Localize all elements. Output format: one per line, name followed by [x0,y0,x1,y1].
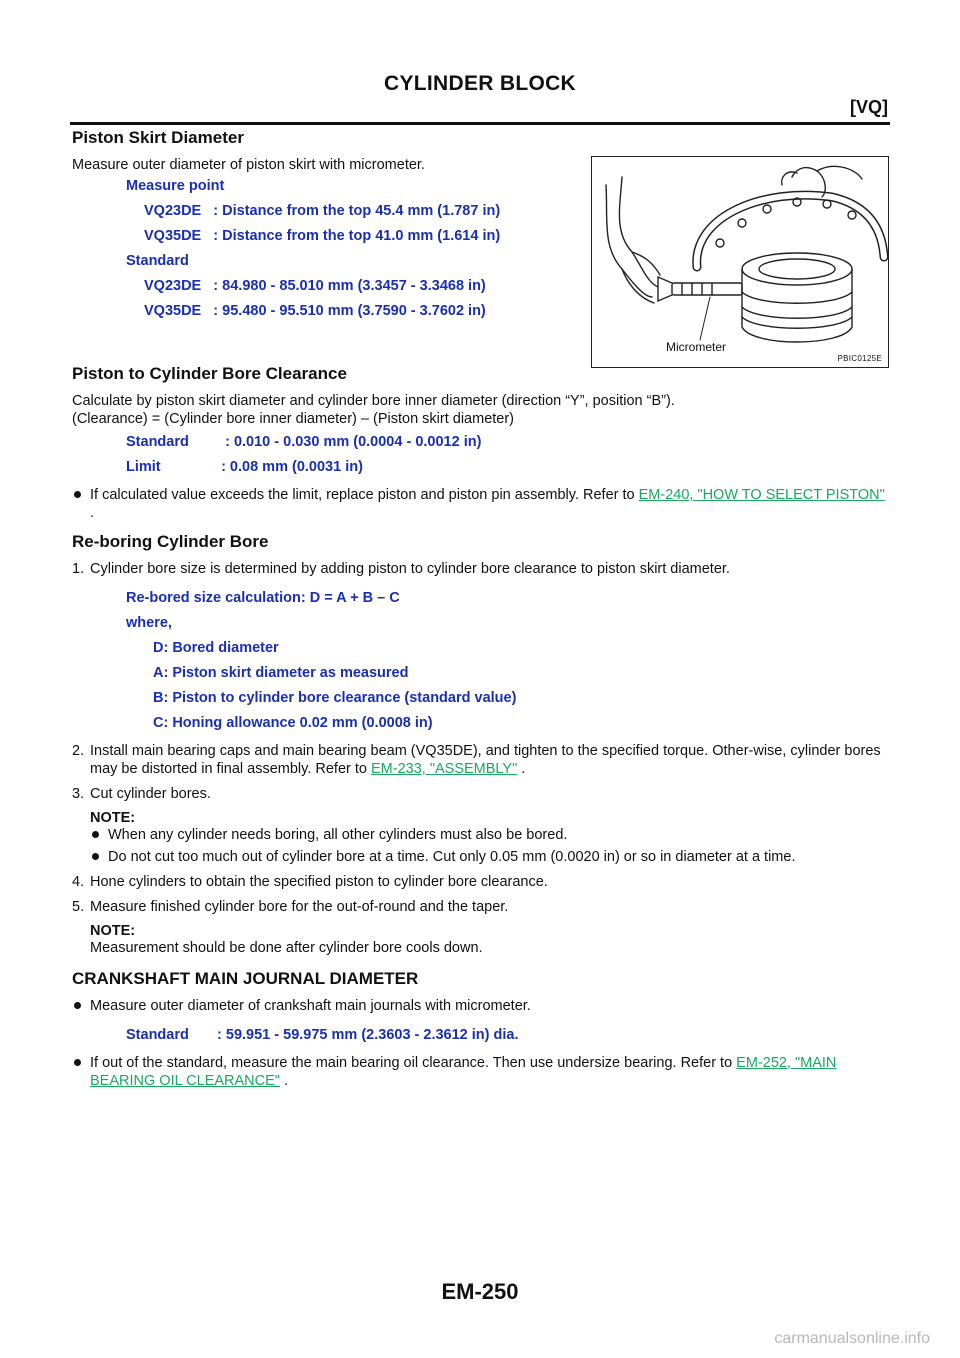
spec-clearance-limit: Limit : 0.08 mm (0.0031 in) [126,459,363,475]
crankshaft-bullet-2-end: . [279,1073,288,1089]
clearance-bullet-end: . [90,505,95,521]
reboring-note-2 [90,923,890,957]
step-3-text: Cut cylinder bores. [90,786,211,802]
note-bullet-2: Do not cut too much out of cylinder bore at a time. Cut only 0.05 mm (0.0020 in) or so in diameter at a time. [90,848,890,866]
formula-where: where, [126,615,172,631]
heading-piston-skirt: Piston Skirt Diameter [72,128,244,147]
step-4-text: Hone cylinders to obtain the specified piston to cylinder bore clearance. [90,874,548,890]
reboring-step-3 [72,785,890,803]
note-2-text: Measurement should be done after cylinder bore cools down. [90,940,483,956]
step-2-end: . [517,761,526,777]
spec-standard-vq23de: VQ23DE : 84.980 - 85.010 mm (3.3457 - 3.3468 in) [144,278,486,294]
reboring-formula [126,586,890,736]
piston-skirt-intro: Measure outer diameter of piston skirt with micrometer. [72,157,425,173]
reboring-step-5 [72,898,890,916]
spec-measure-vq23de: VQ23DE : Distance from the top 45.4 mm (1.787 in) [144,203,501,219]
crankshaft-specs [126,1023,890,1048]
step-number: 5. [72,899,85,915]
crankshaft-bullet-1: Measure outer diameter of crankshaft main journals with micrometer. [72,997,890,1015]
heading-bore-clearance: Piston to Cylinder Bore Clearance [72,364,347,383]
header-divider [70,122,890,125]
micrometer-label: Micrometer [666,340,727,354]
crankshaft-bullet-2 [72,1054,890,1090]
reboring-step-4 [72,873,890,891]
spec-standard-vq35de: VQ35DE : 95.480 - 95.510 mm (3.7590 - 3.7602 in) [144,303,486,319]
step-2-text: Install main bearing caps and main bearing beam (VQ35DE), and tighten to the specified torque. Other-wise, cylinder bores may be distorted in final assembly. Refer to [90,743,881,777]
heading-reboring: Re-boring Cylinder Bore [72,532,269,551]
formula-a: A: Piston skirt diameter as measured [153,665,409,681]
note-bullet-1: When any cylinder needs boring, all other cylinders must also be bored. [90,826,890,844]
clearance-bullet [72,486,890,522]
spec-clearance-standard: Standard : 0.010 - 0.030 mm (0.0004 - 0.0012 in) [126,434,482,450]
reboring-step-2 [72,742,890,778]
clearance-bullet-text: If calculated value exceeds the limit, replace piston and piston pin assembly. Refer to [90,487,639,503]
step-5-text: Measure finished cylinder bore for the out-of-round and the taper. [90,899,509,915]
formula-calculation: Re-bored size calculation: D = A + B – C [126,590,400,606]
formula-d: D: Bored diameter [153,640,279,656]
figure-code: PBIC0125E [837,354,882,363]
clearance-intro-1: Calculate by piston skirt diameter and cylinder bore inner diameter (direction “Y”, position “B”). [72,393,675,409]
step-1-text: Cylinder bore size is determined by adding piston to cylinder bore clearance to piston skirt diameter. [90,561,730,577]
watermark: carmanualsonline.info [774,1330,930,1347]
link-assembly[interactable]: EM-233, "ASSEMBLY" [371,761,518,777]
step-number: 1. [72,561,85,577]
crankshaft-bullet-2-text: If out of the standard, measure the main bearing oil clearance. Then use undersize bearing. Refer to [90,1055,737,1071]
section-tag: [VQ] [850,97,888,117]
reboring-step-1 [72,560,890,578]
micrometer-illustration [592,157,888,367]
note-2-label: NOTE: [90,923,136,939]
step-number: 2. [72,743,85,759]
clearance-specs [126,430,890,480]
clearance-intro-2: (Clearance) = (Cylinder bore inner diameter) – (Piston skirt diameter) [72,411,515,427]
page-title: CYLINDER BLOCK [383,72,577,95]
step-number: 3. [72,786,85,802]
micrometer-figure [591,156,889,368]
spec-measure-vq35de: VQ35DE : Distance from the top 41.0 mm (1.614 in) [144,228,501,244]
spec-measure-point-label: Measure point [126,178,225,194]
reboring-note [90,810,890,866]
formula-b: B: Piston to cylinder bore clearance (standard value) [153,690,517,706]
note-label: NOTE: [90,810,136,826]
step-number: 4. [72,874,85,890]
spec-crankshaft-standard: Standard : 59.951 - 59.975 mm (2.3603 - 2.3612 in) dia. [126,1027,519,1043]
link-how-to-select-piston[interactable]: EM-240, "HOW TO SELECT PISTON" [638,487,885,503]
link-main-bearing-oil-clearance[interactable]: EM-252, "MAIN BEARING OIL CLEARANCE" [90,1055,837,1089]
formula-c: C: Honing allowance 0.02 mm (0.0008 in) [153,715,433,731]
page-number: EM-250 [441,1279,519,1304]
spec-standard-label: Standard [126,253,189,269]
heading-crankshaft: CRANKSHAFT MAIN JOURNAL DIAMETER [72,969,419,988]
